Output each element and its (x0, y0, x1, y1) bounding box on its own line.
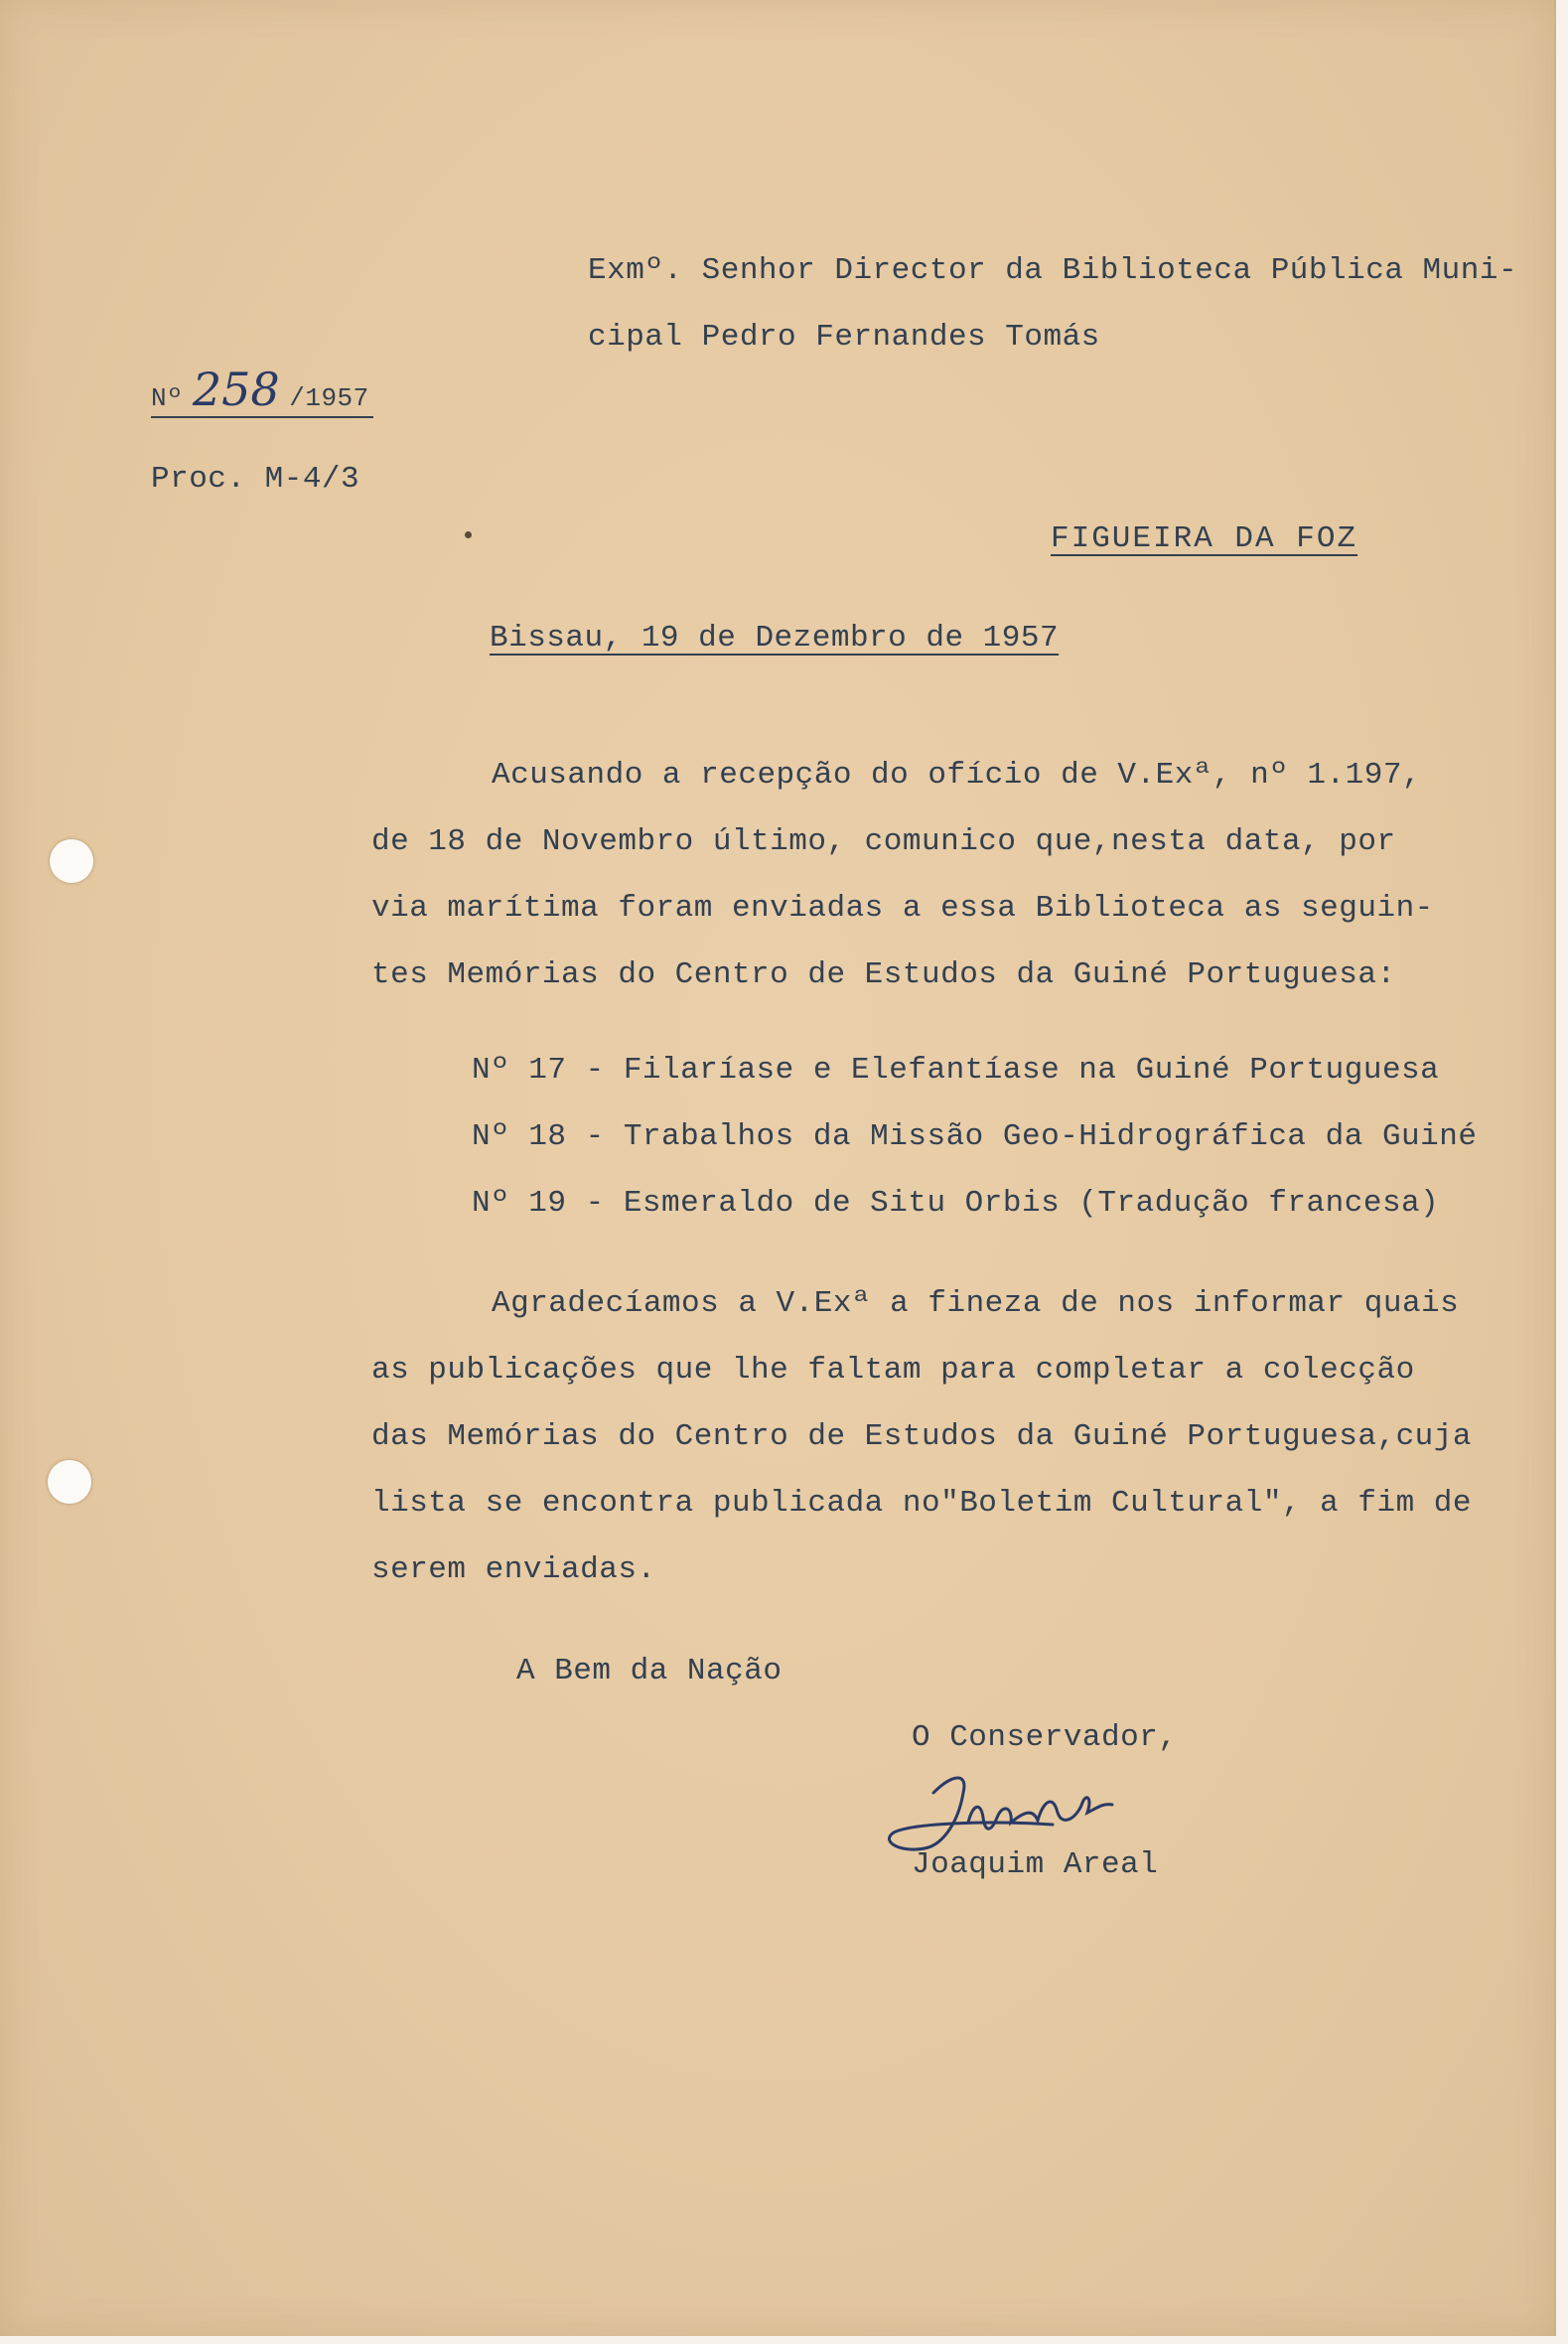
body-line: de 18 de Novembro último, comunico que,nesta data, por (371, 824, 1396, 859)
signatory-name: Joaquim Areal (912, 1847, 1159, 1882)
memoir-list-item: Nº 19 - Esmeraldo de Situ Orbis (Tradução francesa) (472, 1186, 1440, 1221)
body-line: lista se encontra publicada no"Boletim Cultural", a fim de (371, 1486, 1472, 1521)
addressee-line-1: Exmº. Senhor Director da Biblioteca Pública Muni- (588, 253, 1518, 288)
reference-year: /1957 (289, 383, 369, 413)
body-line: Acusando a recepção do ofício de V.Exª, nº 1.197, (492, 758, 1422, 793)
punch-hole-bottom (48, 1460, 91, 1504)
destination-city: FIGUEIRA DA FOZ (1051, 521, 1358, 556)
place-date: Bissau, 19 de Dezembro de 1957 (490, 621, 1060, 656)
body-line: via marítima foram enviadas a essa Biblioteca as seguin- (371, 891, 1434, 926)
process-number: Proc. M-4/3 (151, 462, 360, 497)
body-line: das Memórias do Centro de Estudos da Guiné Portuguesa,cuja (371, 1419, 1472, 1454)
signature-role: O Conservador, (912, 1720, 1178, 1755)
reference-prefix: Nº (151, 383, 184, 413)
closing-salutation: A Bem da Nação (516, 1654, 783, 1688)
memoir-list-item: Nº 17 - Filaríase e Elefantíase na Guiné Portuguesa (472, 1053, 1440, 1088)
memoir-list-item: Nº 18 - Trabalhos da Missão Geo-Hidrográfica da Guiné (472, 1119, 1478, 1154)
punch-hole-top (50, 839, 93, 883)
reference-handwritten-number: 258 (192, 363, 280, 416)
body-line: tes Memórias do Centro de Estudos da Guiné Portuguesa: (371, 957, 1396, 992)
ink-dot (465, 531, 472, 538)
reference-number (151, 363, 373, 418)
body-line: Agradecíamos a V.Exª a fineza de nos informar quais (492, 1286, 1460, 1321)
body-line: serem enviadas. (371, 1552, 656, 1587)
addressee-line-2: cipal Pedro Fernandes Tomás (588, 320, 1100, 355)
body-line: as publicações que lhe faltam para completar a colecção (371, 1353, 1415, 1388)
